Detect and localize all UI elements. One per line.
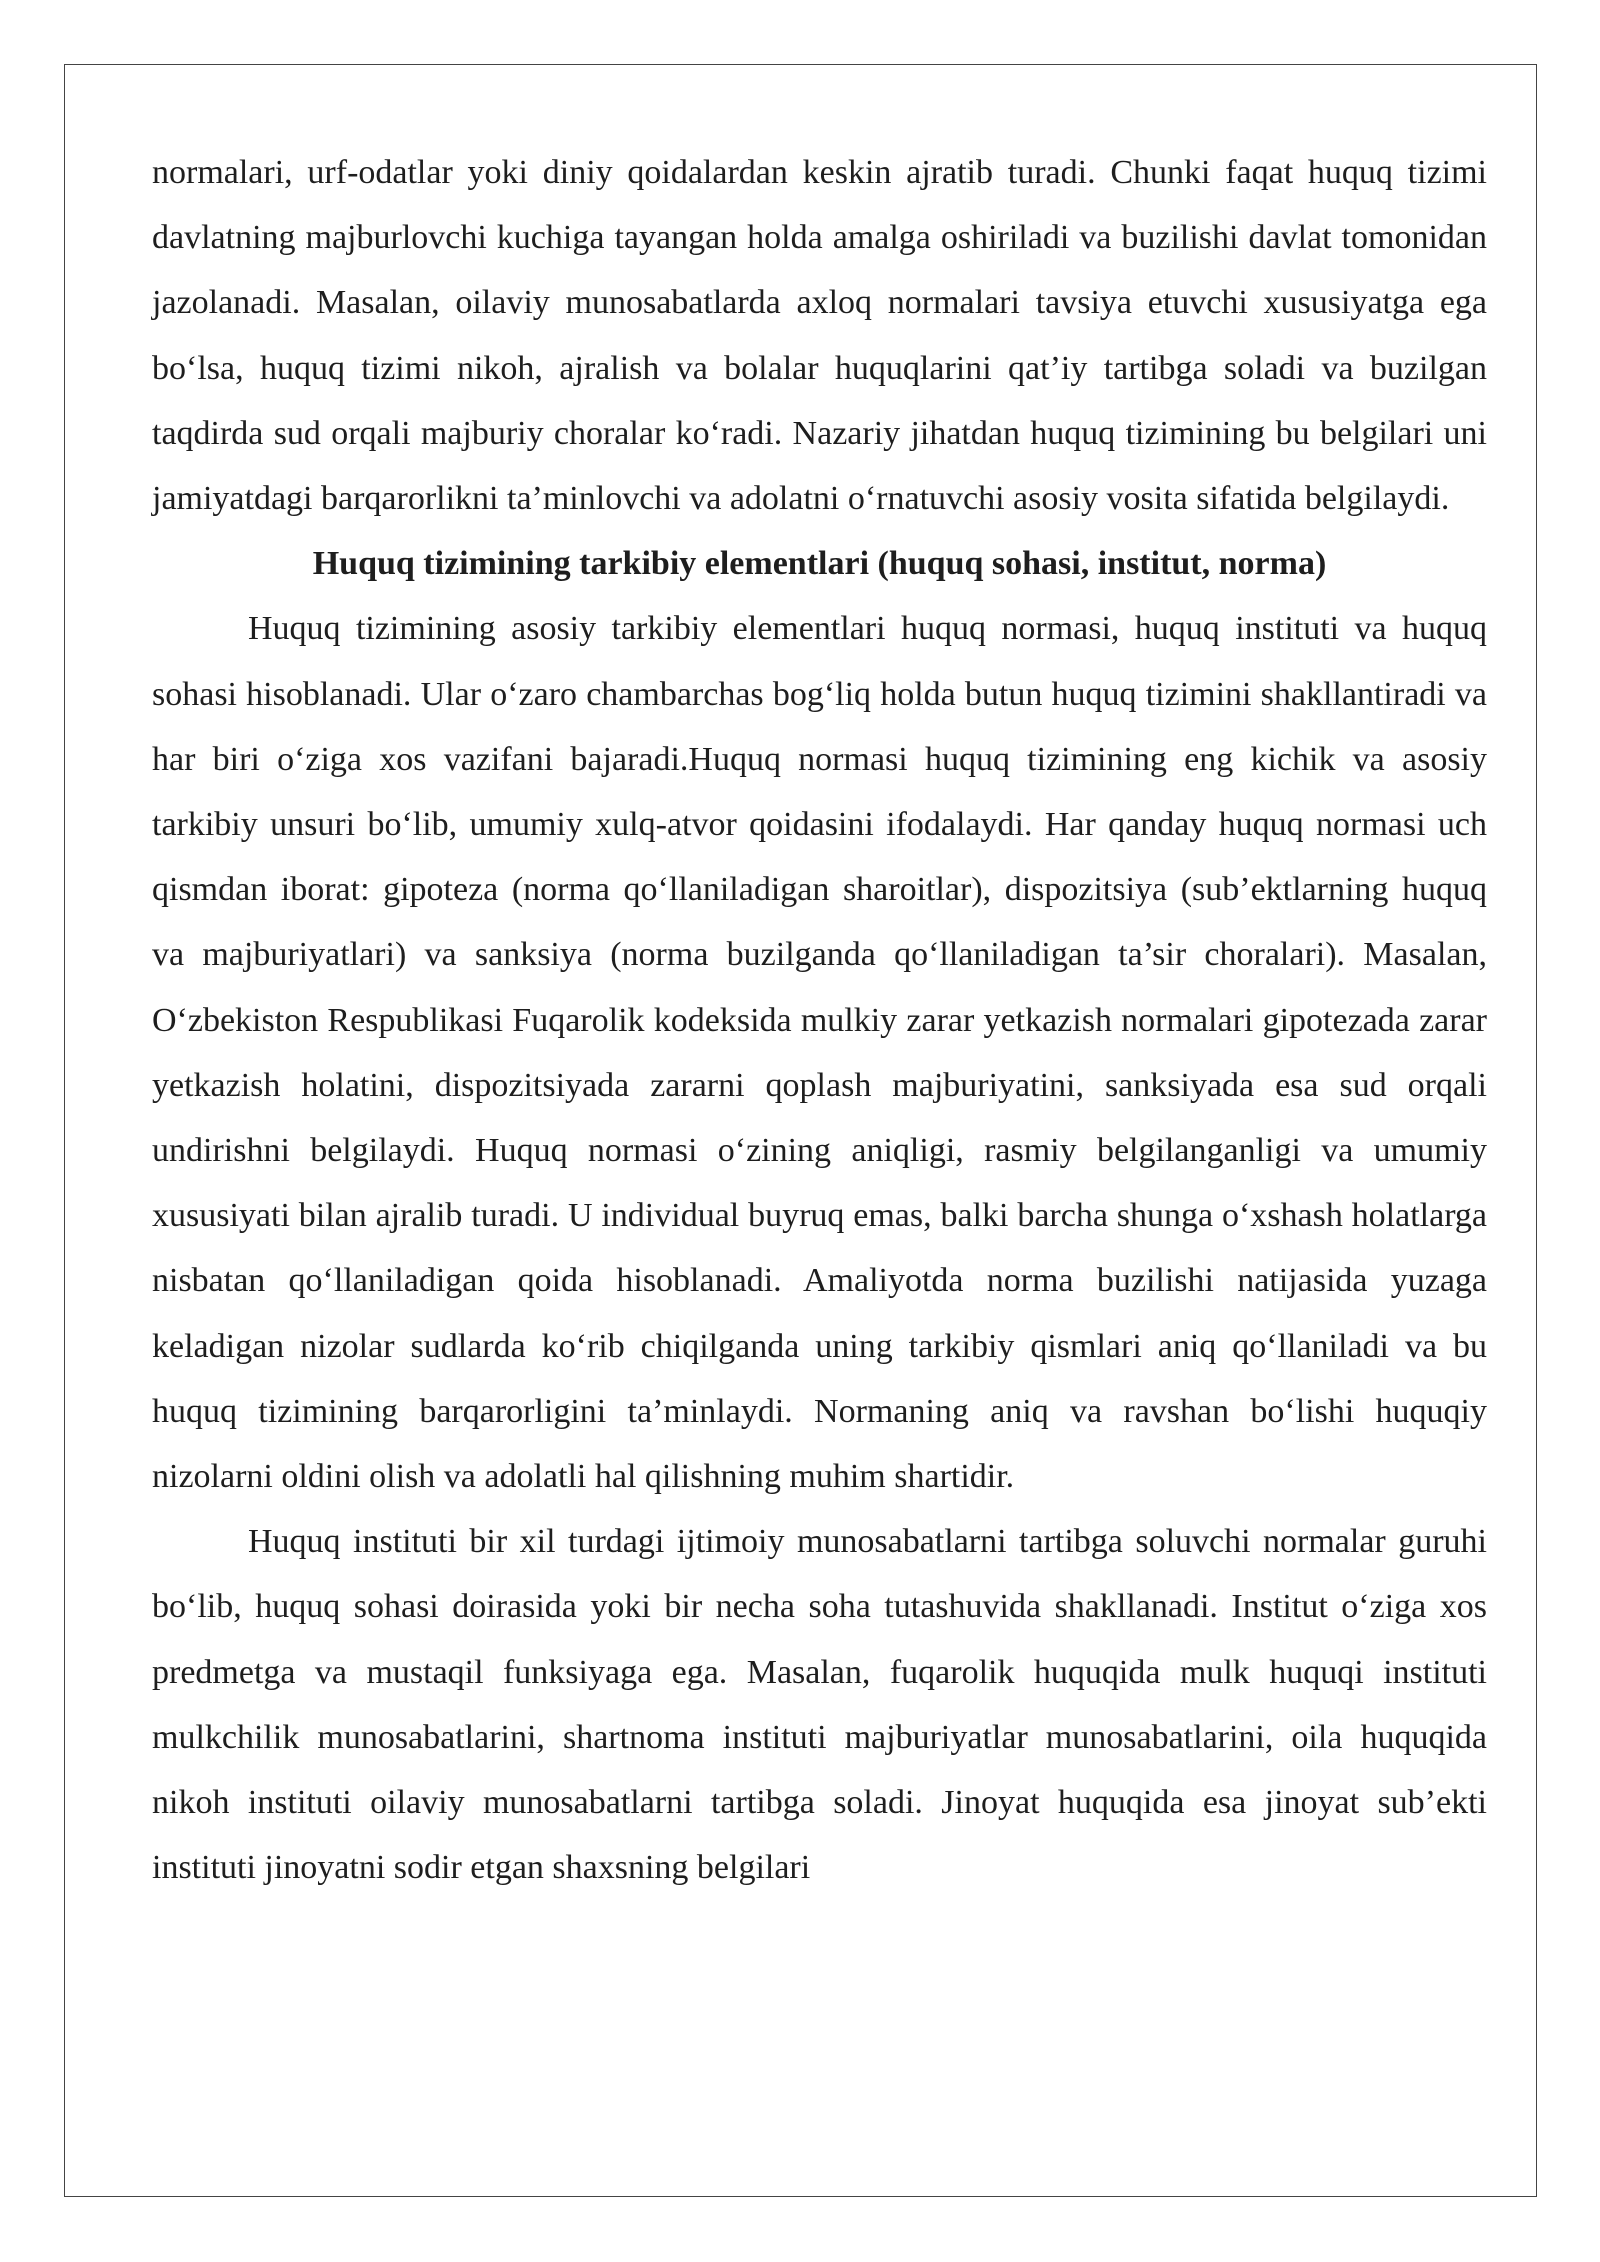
paragraph-legal-institute: Huquq instituti bir xil turdagi ijtimoiy munosabatlarni tartibga soluvchi normalar guruhi bo‘lib, huquq sohasi doirasida yoki bir necha soha tutashuvida shakllanadi. Institut o‘ziga xos predmetga va mustaqil funksiyaga ega. Masalan, fuqarolik huquqida mulk huquqi instituti mulkchilik munosabatlarini, shartnoma instituti majburiyatlar munosabatlarini, oila huquqida nikoh instituti oilaviy munosabatlarni tartibga soladi. Jinoyat huquqida esa jinoyat sub’ekti instituti jinoyatni sodir etgan shaxsning belgilari bbox=[152, 1523, 1487, 1887]
section-heading: Huquq tizimining tarkibiy elementlari (huquq sohasi, institut, norma) bbox=[312, 545, 1327, 583]
document-body bbox=[152, 140, 1487, 1900]
paragraph-legal-norm: Huquq tizimining asosiy tarkibiy elementlari huquq normasi, huquq instituti va huquq sohasi hisoblanadi. Ular o‘zaro chambarchas bog‘liq holda butun huquq tizimini shakllantiradi va har biri o‘ziga xos vazifani bajaradi.Huquq normasi huquq tizimining eng kichik va asosiy tarkibiy unsuri bo‘lib, umumiy xulq-atvor qoidasini ifodalaydi. Har qanday huquq normasi uch qismdan iborat: gipoteza (norma qo‘llaniladigan sharoitlar), dispozitsiya (sub’ektlarning huquq va majburiyatlari) va sanksiya (norma buzilganda qo‘llaniladigan ta’sir choralari). Masalan, O‘zbekiston Respublikasi Fuqarolik kodeksida mulkiy zarar yetkazish normalari gipotezada zarar yetkazish holatini, dispozitsiyada zararni qoplash majburiyatini, sanksiyada esa sud orqali undirishni belgilaydi. Huquq normasi o‘zining aniqligi, rasmiy belgilanganligi va umumiy xususiyati bilan ajralib turadi. U individual buyruq emas, balki barcha shunga o‘xshash holatlarga nisbatan qo‘llaniladigan qoida hisoblanadi. Amaliyotda norma buzilishi natijasida yuzaga keladigan nizolar sudlarda ko‘rib chiqilganda uning tarkibiy qismlari aniq qo‘llaniladi va bu huquq tizimining barqarorligini ta’minlaydi. Normaning aniq va ravshan bo‘lishi huquqiy nizolarni oldini olish va adolatli hal qilishning muhim shartidir. bbox=[152, 610, 1487, 1496]
paragraph-continuation: normalari, urf-odatlar yoki diniy qoidalardan keskin ajratib turadi. Chunki faqat huquq tizimi davlatning majburlovchi kuchiga tayangan holda amalga oshiriladi va buzilishi davlat tomonidan jazolanadi. Masalan, oilaviy munosabatlarda axloq normalari tavsiya etuvchi xususiyatga ega bo‘lsa, huquq tizimi nikoh, ajralish va bolalar huquqlarini qat’iy tartibga soladi va buzilgan taqdirda sud orqali majburiy choralar ko‘radi. Nazariy jihatdan huquq tizimining bu belgilari uni jamiyatdagi barqarorlikni ta’minlovchi va adolatni o‘rnatuvchi asosiy vosita sifatida belgilaydi. bbox=[152, 154, 1487, 518]
